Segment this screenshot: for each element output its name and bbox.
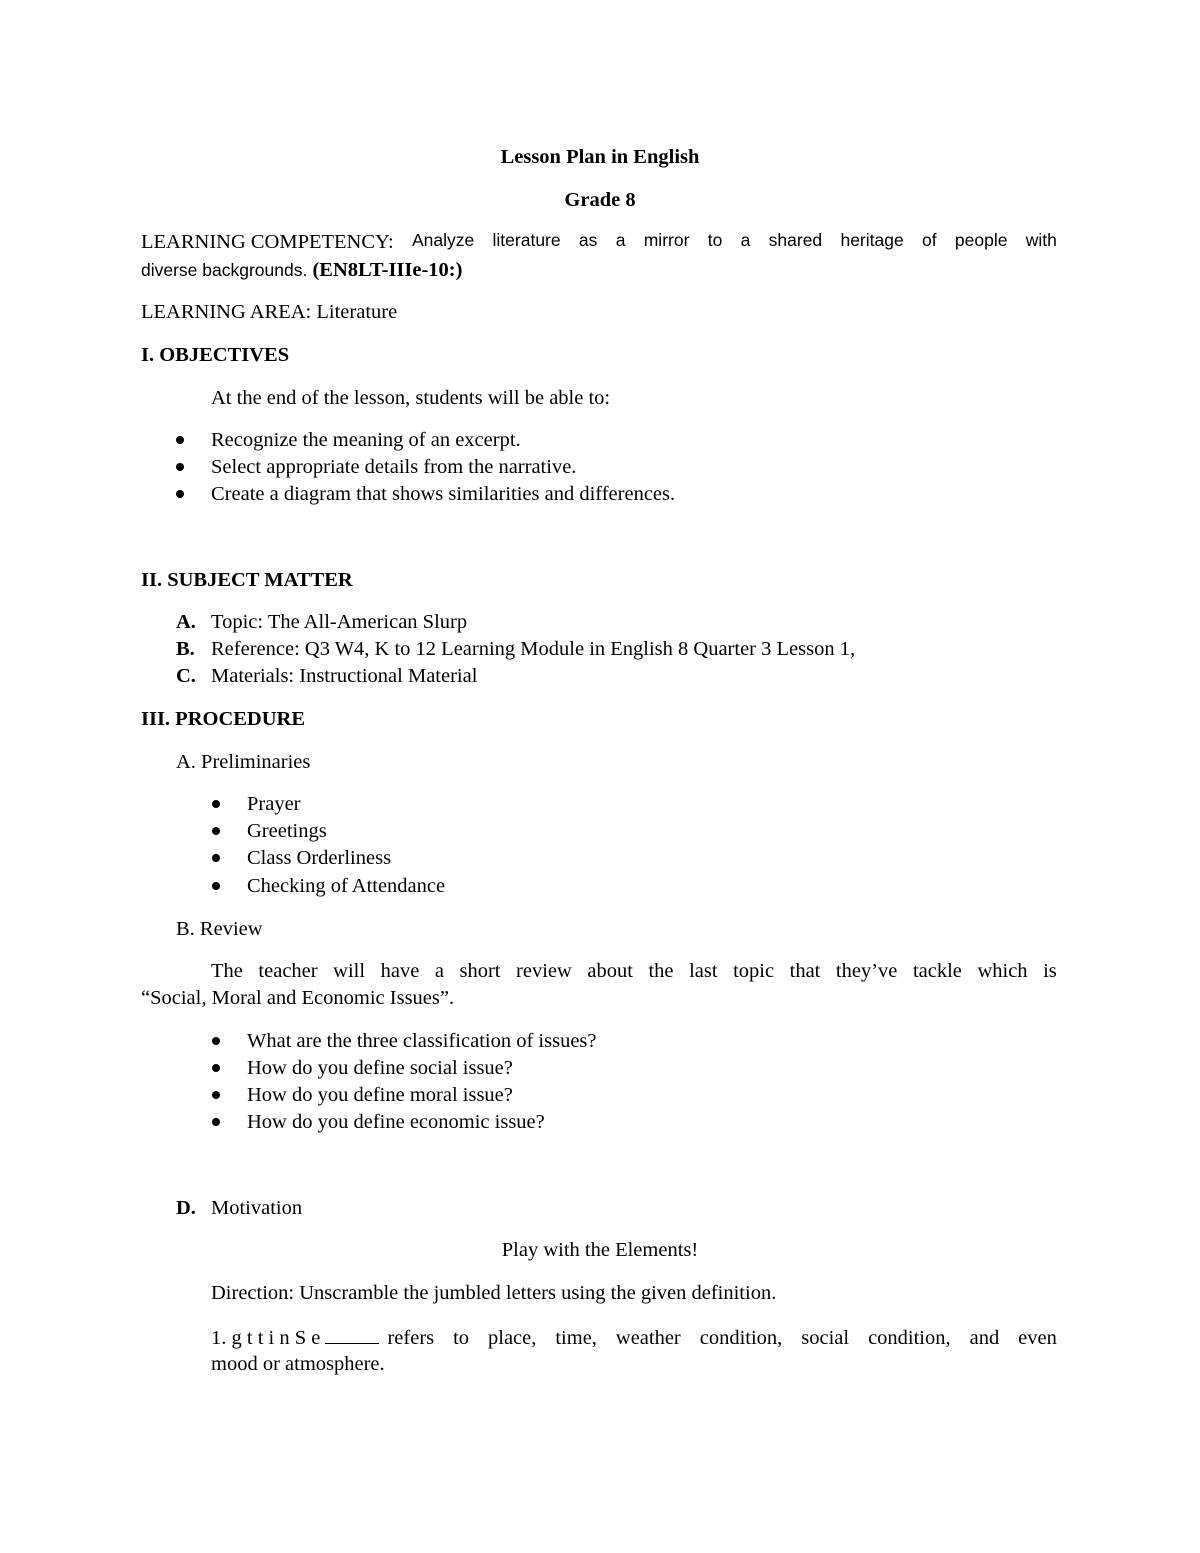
bullet-icon [176,463,184,471]
review-word: last [689,960,718,982]
definition-word: place, [488,1327,537,1349]
review-word: about [587,960,633,982]
procedure-heading: III. PROCEDURE [141,708,306,730]
review-word: short [459,960,501,982]
bullet-icon [212,854,220,862]
objective-item: Create a diagram that shows similarities and differences. [211,483,676,505]
subject-topic: Topic: The All-American Slurp [211,611,468,633]
learning-area: LEARNING AREA: Literature [141,301,398,323]
review-word: the [648,960,674,982]
definition-word: refers [387,1327,435,1349]
item-1-definition [387,1328,1057,1349]
item-number: 1. [211,1327,227,1349]
bullet-icon [212,1037,220,1045]
definition-word: condition, [868,1327,951,1349]
definition-word: and [969,1327,1000,1349]
definition-word: weather [615,1327,681,1349]
document-title: Lesson Plan in English [500,146,700,168]
review-word: a [434,960,444,982]
competency-word: Analyze [411,230,475,250]
preliminaries-label: A. Preliminaries [176,751,311,773]
definition-word: to [453,1327,470,1349]
objectives-intro: At the end of the lesson, students will be able to: [211,387,611,409]
preliminary-item: Class Orderliness [247,847,392,869]
list-letter: C. [176,665,196,687]
bullet-icon [212,882,220,890]
definition-word: time, [555,1327,597,1349]
review-paragraph-line-1 [211,961,1057,982]
bullet-icon [212,1118,220,1126]
grade-label: Grade 8 [564,189,636,211]
competency-word: heritage [840,230,904,250]
competency-code: (EN8LT-IIIe-10:) [312,259,463,281]
review-word: that [789,960,821,982]
competency-word: literature [492,230,561,250]
item-1-line-1 [211,1327,1057,1349]
review-word: review [516,960,572,982]
objective-item: Recognize the meaning of an excerpt. [211,429,521,451]
objectives-heading: I. OBJECTIVES [141,344,290,366]
competency-word: to [707,230,723,250]
review-word: The [211,960,243,982]
review-question: What are the three classification of issues? [247,1030,597,1052]
activity-title: Play with the Elements! [501,1239,699,1261]
review-word: have [380,960,420,982]
competency-line-2 [141,260,462,281]
bullet-icon [176,490,184,498]
review-word: they’ve [835,960,898,982]
competency-word: mirror [643,230,690,250]
review-word: which [977,960,1028,982]
competency-word: as [578,230,598,250]
review-word: is [1043,960,1057,982]
competency-word: a [740,230,751,250]
bullet-icon [212,827,220,835]
subject-reference: Reference: Q3 W4, K to 12 Learning Module in English 8 Quarter 3 Lesson 1, [211,638,856,660]
review-word: tackle [912,960,962,982]
review-question: How do you define social issue? [247,1057,513,1079]
list-letter: D. [176,1197,196,1219]
definition-word: social [801,1327,850,1349]
definition-word: even [1018,1327,1057,1349]
competency-label: LEARNING COMPETENCY: [141,231,394,253]
motivation-label: Motivation [211,1197,303,1219]
competency-word: shared [768,230,823,250]
answer-blank [325,1327,379,1344]
review-word: topic [733,960,775,982]
jumbled-word: g t t i n S e [231,1327,321,1349]
bullet-icon [212,1064,220,1072]
review-label: B. Review [176,918,263,940]
subject-materials: Materials: Instructional Material [211,665,478,687]
review-word: will [333,960,366,982]
list-letter: B. [176,638,195,660]
subject-matter-heading: II. SUBJECT MATTER [141,569,353,591]
review-question: How do you define economic issue? [247,1111,545,1133]
bullet-icon [212,1091,220,1099]
review-question: How do you define moral issue? [247,1084,513,1106]
preliminary-item: Greetings [247,820,327,842]
review-word: teacher [258,960,318,982]
competency-line-1 [141,232,1057,253]
definition-word: condition, [699,1327,783,1349]
preliminary-item: Prayer [247,793,301,815]
competency-text-end: diverse backgrounds. [141,260,308,280]
competency-word: with [1025,230,1057,250]
bullet-icon [176,436,184,444]
competency-word: of [922,230,937,250]
competency-word: a [615,230,626,250]
preliminary-item: Checking of Attendance [247,875,446,897]
objective-item: Select appropriate details from the narrative. [211,456,577,478]
bullet-icon [212,800,220,808]
item-1-line-2: mood or atmosphere. [211,1353,385,1375]
review-paragraph-line-2: “Social, Moral and Economic Issues”. [141,987,455,1009]
list-letter: A. [176,611,196,633]
activity-direction: Direction: Unscramble the jumbled letters using the given definition. [211,1282,777,1304]
competency-word: people [954,230,1008,250]
